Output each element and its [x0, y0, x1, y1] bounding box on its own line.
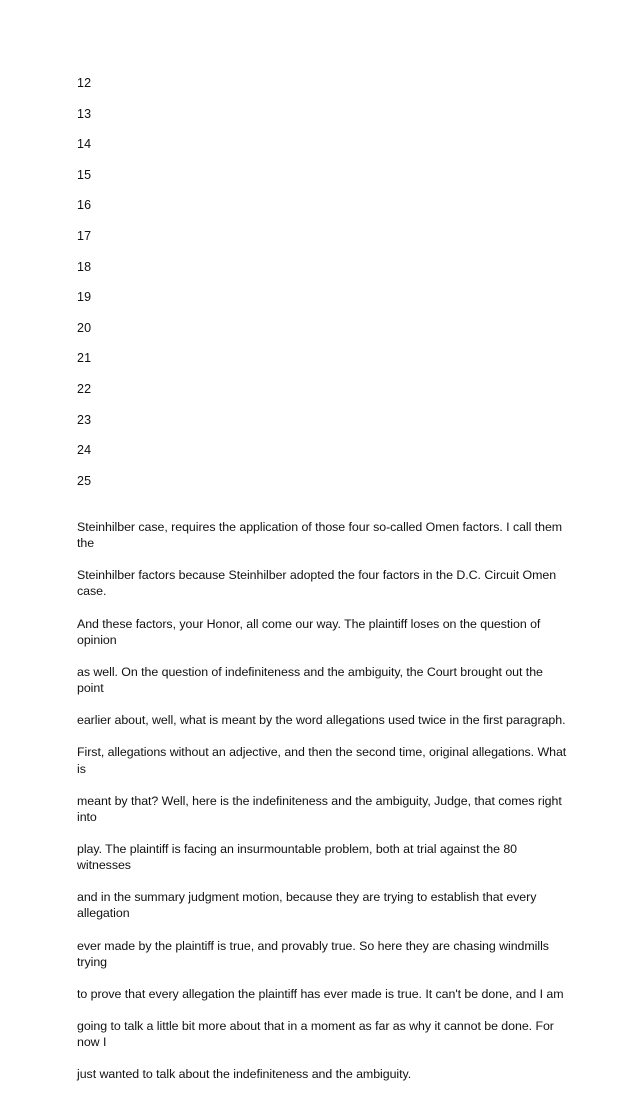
- line-number: 24: [77, 443, 92, 458]
- paragraph-line: to prove that every allegation the plaintiff has ever made is true. It can't be done, and I am: [77, 986, 564, 1001]
- paragraph-line: going to talk a little bit more about that in a moment as far as why it cannot be done. For now I: [77, 1019, 554, 1050]
- line-number: 17: [77, 228, 92, 243]
- paragraph-line: And these factors, your Honor, all come our way. The plaintiff loses on the question of opinion: [77, 616, 541, 647]
- line-number-list: [77, 76, 91, 504]
- line-number: 16: [77, 198, 92, 213]
- paragraph-line: Steinhilber factors because Steinhilber adopted the four factors in the D.C. Circuit Omen case.: [77, 568, 557, 599]
- line-number: 25: [77, 473, 92, 488]
- paragraph-line: play. The plaintiff is facing an insurmountable problem, both at trial against the 80 witnesses: [77, 841, 518, 873]
- line-number: 21: [77, 351, 92, 366]
- paragraph-line: just wanted to talk about the indefiniteness and the ambiguity.: [77, 1067, 412, 1082]
- line-number: 22: [77, 381, 92, 396]
- line-number: 12: [77, 76, 92, 90]
- line-number: 15: [77, 167, 92, 182]
- line-number: 23: [77, 412, 92, 427]
- paragraph-line: as well. On the question of indefiniteness and the ambiguity, the Court brought out the point: [77, 664, 543, 696]
- paragraph-line: and in the summary judgment motion, because they are trying to establish that every allegation: [77, 890, 537, 921]
- paragraph-line: earlier about, well, what is meant by the word allegations used twice in the first paragraph.: [77, 713, 566, 728]
- paragraph-line: Steinhilber case, requires the application of those four so-called Omen factors. I call them the: [77, 520, 563, 551]
- paragraph-line: meant by that? Well, here is the indefiniteness and the ambiguity, Judge, that comes right into: [77, 793, 562, 824]
- line-number: 14: [77, 137, 92, 152]
- line-number: 13: [77, 106, 92, 121]
- line-number: 19: [77, 290, 92, 305]
- line-number: 20: [77, 320, 92, 335]
- paragraph-line: ever made by the plaintiff is true, and provably true. So here they are chasing windmills trying: [77, 938, 549, 969]
- line-number: 18: [77, 259, 92, 274]
- paragraph-line: First, allegations without an adjective, and then the second time, original allegations. What is: [77, 745, 567, 776]
- transcript-paragraph: [77, 503, 569, 1098]
